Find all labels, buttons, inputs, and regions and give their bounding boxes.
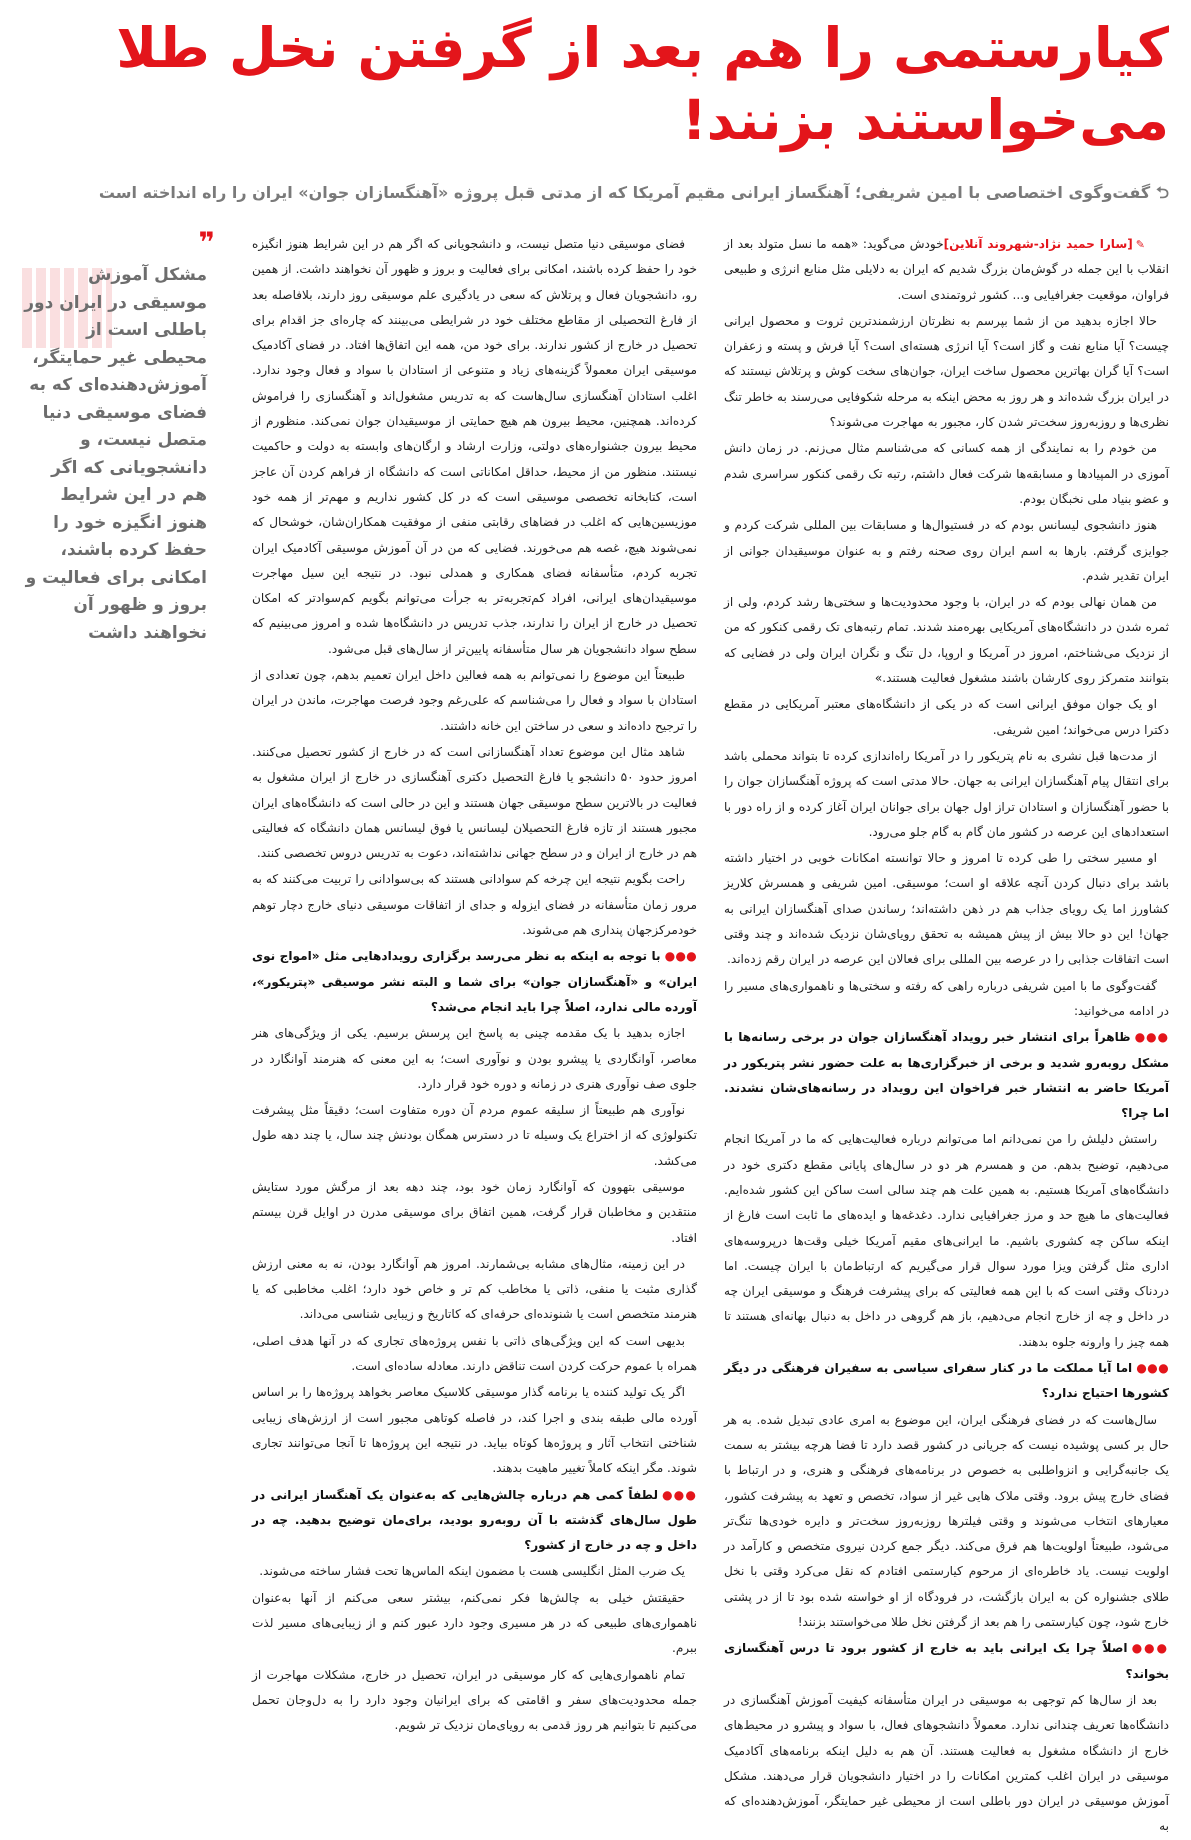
interview-question: ●●●ظاهراً برای انتشار خبر رویداد آهنگسازان جوان در برخی رسانه‌ها با مشکل روبه‌رو شدید و برخی از خبرگزاری‌ها به علت حضور نشر پتریکور در آمریکا حاضر به انتشار خبر فراخوان این رویداد در رسانه‌های‌شان نشدند. اما چرا؟ xyxy=(724,1030,1169,1121)
paragraph: بعد از سال‌ها کم توجهی به موسیقی در ایران متأسفانه کیفیت آموزش آهنگسازی در دانشگاه‌ها تعریف چندانی ندارد. معمولاً دانشجوهای فعال، با سواد و پیشرو در محیط‌های خارج از دانشگاه مشغول به فعالیت هستند. آن هم به دلیل اینکه برنامه‌های آکادمیک موسیقی در ایران اغلب کمترین امکانات را در اختیار دانشجویان قرار می‌دهند. مشکل آموزش موسیقی در ایران دور باطلی است از محیطی غیر حمایتگر، آموزش‌دهنده‌ای که به xyxy=(724,1692,1169,1834)
byline: [سارا حمید نژاد-شهروند آنلاین] xyxy=(943,237,1133,251)
paragraph: حالا اجازه بدهید من از شما بپرسم به نظرتان ارزشمندترین ثروت و محصول ایرانی چیست؟ آیا منابع نفت و گاز است؟ آیا انرژی هسته‌ای است؟ آیا فرش و پسته و زعفران است؟ آیا گران بهاترین محصول ساخت ایران، جوان‌های سخت کوش و پرتلاش نیستند که در ایران بزرگ شده‌اند و هر روز به محض اینکه به مرحله شکوفایی می‌رسند به خاطر تنگ نظری‌ها و روزبه‌روز سخت‌تر شدن کار، مجبور به مهاجرت می‌شوند؟ xyxy=(724,313,1169,430)
paragraph: نوآوری هم طبیعتاً از سلیقه عموم مردم آن دوره متفاوت است؛ دقیقاً مثل پیشرفت تکنولوژی که از اختراع یک وسیله تا در دسترس همگان بودنش چند سال، یا چند دهه طول می‌کشد. xyxy=(252,1103,697,1168)
interview-question: ●●●با توجه به اینکه به نظر می‌رسد برگزاری رویدادهایی مثل «امواج نوی ایران» و «آهنگسازان جوان» برای شما و البته نشر موسیقی «پتریکور»، آورده مالی ندارد، اصلاً چرا باید انجام می‌شد؟ xyxy=(252,949,697,1014)
pullquote-box xyxy=(22,226,215,647)
paragraph: در این زمینه، مثال‌های مشابه بی‌شمارند. امروز هم آوانگارد بودن، نه به معنی ارزش گذاری مثبت یا منفی، ذاتی یا مخاطب کم تر و خاص خود دارد؛ اغلب مخاطبی که یا هنرمند متخصص است یا شنونده‌ای حرفه‌ای که کاتاریخ و زیبایی شناسی می‌داند. xyxy=(252,1256,697,1322)
paragraph: من خودم را به نمایندگی از همه کسانی که می‌شناسم مثال می‌زنم. در زمان دانش آموزی در المپیادها و مسابقه‌ها شرکت فعال داشتم، رتبه تک رقمی کنکور سراسری شدم و عضو بنیاد ملی نخبگان بودم. xyxy=(724,441,1169,506)
paragraph: تمام ناهمواری‌هایی که کار موسیقی در ایران، تحصیل در خارج، مشکلات مهاجرت از جمله محدودیت‌های سفر و اقامتی که برای ایرانیان وجود دارد را به دل‌وجان تحمل می‌کنیم تا بتوانیم هر روز قدمی به رویای‌مان نزدیک تر شویم. xyxy=(252,1667,697,1733)
paragraph: هنوز دانشجوی لیسانس بودم که در فستیوال‌ها و مسابقات بین المللی شرکت کردم و جوایزی گرفتم. بارها به اسم ایران روی صحنه رفتم و به عنوان موسیقیدان جوانی از ایران تقدیر شدم. xyxy=(724,518,1169,583)
bullet-dots-icon: ●●● xyxy=(1131,1641,1169,1656)
subheadline-text: گفت‌وگوی اختصاصی با امین شریفی؛ آهنگساز ایرانی مقیم آمریکا که از مدتی قبل پروژه «آهنگسازان جوان» ایران را راه انداخته است xyxy=(98,183,1151,202)
paragraph: یک ضرب المثل انگلیسی هست با مضمون اینکه الماس‌ها تحت فشار ساخته می‌شوند. xyxy=(259,1564,685,1579)
paragraph: او یک جوان موفق ایرانی است که در یکی از دانشگاه‌های معتبر آمریکایی در مقطع دکترا درس می‌خواند؛ امین شریفی. xyxy=(724,697,1169,737)
paragraph: من همان نهالی بودم که در ایران، با وجود محدودیت‌ها و سختی‌ها رشد کردم، ولی از ثمره شدن در دانشگاه‌های آمریکایی بهره‌مند شدند. تمام رتبه‌های تک رقمی کنکور که من از نزدیک می‌شناختم، امروز در آمریکا و اروپا، دل تنگ و نگران ایران ولی در فضایی که بتوانند متمرکز روی کارشان باشند مشغول فعالیت هستند.» xyxy=(724,595,1169,686)
paragraph: حقیقتش خیلی به چالش‌ها فکر نمی‌کنم، بیشتر سعی می‌کنم از آنها به‌عنوان ناهمواری‌های طبیعی که در هر مسیری وجود دارد عبور کنم و از زیبایی‌های مسیر لذت ببرم. xyxy=(252,1590,697,1656)
intro-paragraph xyxy=(724,232,1169,308)
paragraph-text: خودش می‌گوید: «همه ما نسل متولد بعد از انقلاب با این جمله در گوش‌مان بزرگ شدیم که ایران به دلایلی مثل منابع انرژی و طبیعی فراوان، موقعیت جغرافیایی و... کشور ثروتمندی است. xyxy=(724,237,1169,302)
headline: کیارستمی را هم بعد از گرفتن نخل طلا می‌خواستند بزنند! xyxy=(116,16,1169,152)
paragraph: بدیهی است که این ویژگی‌های ذاتی با نفس پروژه‌های تجاری که در آنها هدف اصلی، همراه با عموم حرکت کردن است تناقض دارند. معادله ساده‌ای است. xyxy=(252,1333,697,1374)
paragraph: اجازه بدهید با یک مقدمه چینی به پاسخ این پرسش برسیم. یکی از ویژگی‌های هنر معاصر، آوانگاردی یا پیشرو بودن و نوآوری است؛ به این معنی که هنرمند آوانگارد در جلوی صف نوآوری هنری در زمانه و دوره خود قرار دارد. xyxy=(252,1026,697,1091)
pullquote-text: مشکل آموزش موسیقی در ایران دور باطلی است از محیطی غیر حمایتگر، آموزش‌دهنده‌ای که به فضای موسیقی دنیا متصل نیست، و دانشجویانی که اگر هم در این شرایط هنوز انگیزه خود را حفظ کرده باشند، امکانی برای فعالیت و بروز و ظهور آن نخواهند داشت xyxy=(24,265,207,643)
paragraph: او مسیر سختی را طی کرده تا امروز و حالا توانسته امکانات خوبی در اختیار داشته باشد برای دنبال کردن آنچه علاقه او است؛ موسیقی. امین شریفی و همسرش کلاریز کشاورز اما یک رویای جذاب هم در ذهن داشته‌اند؛ رساندن صدای آهنگسازان ایرانی به جهان! این دو حالا بیش از پیش همیشه به تحقق رویای‌شان نزدیک شده‌اند و چند وقتی است اتفاقات جذابی را در عرصه بین المللی برای فعالان این عرصه در ایران رقم زده‌اند. xyxy=(724,851,1169,967)
paragraph: فضای موسیقی دنیا متصل نیست، و دانشجویانی که اگر هم در این شرایط هنوز انگیزه خود را حفظ کرده باشند، امکانی برای فعالیت و بروز و ظهور آن نخواهند داشت. از همین رو، دانشجویان فعال و پرتلاش که سعی در یادگیری علم موسیقی روز دارند، بلافاصله بعد از فارغ التحصیلی از مقاطع مختلف خود در شرایطی می‌بینند که چاره‌ای جز اقدام برای تحصیل در خارج از کشور ندارند. برای خود من، همه این اتفاق‌ها افتاد. در فضای آکادمیک موسیقی ایران معمولاً گزینه‌های زیاد و متنوعی از استادان با سواد و فعال وجود ندارد. اغلب استادان آهنگسازی سال‌هاست که به تدریس مشغول‌اند و آهنگسازی را فراموش کرده‌اند. همچنین، محیط بیرون هم هیچ حمایتی از موسیقیدان جوان نمی‌کند. منظورم از محیط بیرون جشنواره‌های دولتی، وزارت ارشاد و ارگان‌های وابسته به دولت و حاکمیت نیستند. منظور من از محیط، حداقل امکاناتی است که دانشگاه از فراهم کردن آن عاجز است، کتابخانه تخصصی موسیقی است که در کل کشور نداریم و مهم‌تر از همه خود موزیسین‌هایی که اغلب در فضاهای رقابتی منفی از موفقیت همکاران‌شان، خوشحال که نمی‌شوند هیچ، غصه هم می‌خورند. فضایی که من در آن آموزش موسیقی آکادمیک ایران تجربه کردم، متأسفانه فضای همکاری و همدلی نبود. در نتیجه این سیل مهاجرت موسیقیدان‌های ایرانی، افراد کم‌تجربه‌تر به جرأت می‌توانم بگویم کم‌سوادتر که امکان تحصیل در خارج از ایران را ندارند، جذب تدریس در دانشگاه‌ها شده و امروز می‌بینیم که سطح سواد دانشجویان هر سال متأسفانه پایین‌تر از سال‌های قبل می‌شود. xyxy=(252,237,697,656)
bullet-dots-icon: ●●● xyxy=(662,1487,697,1502)
paragraph: شاهد مثال این موضوع تعداد آهنگسازانی است که در خارج از کشور تحصیل می‌کنند. امروز حدود ۵۰ دانشجو یا فارغ التحصیل دکتری آهنگسازی در خارج از ایران مشغول به فعالیت در بالاترین سطح موسیقی جهان هستند و این در حالی است که دانشگاه‌های ایران مجبور هستند از تازه فارغ التحصیلان لیسانس یا فوق لیسانس همان دانشگاه که فعالیتی هم در خارج از ایران و در سطح جهانی نداشته‌اند، دعوت به تدریس دروس تخصصی کنند. xyxy=(252,744,697,861)
bullet-dots-icon: ●●● xyxy=(1136,1361,1169,1376)
paragraph: گفت‌وگوی ما با امین شریفی درباره راهی که رفته و سختی‌ها و ناهمواری‌های مسیر را در ادامه می‌خوانید: xyxy=(724,978,1169,1018)
paragraph: موسیقی بتهوون که آوانگارد زمان خود بود، چند دهه بعد از مرگش مورد ستایش منتقدین و مخاطبان قرار گرفت، همین اتفاق برای موسیقی مدرن در اوایل قرن بیستم افتاد. xyxy=(252,1179,697,1245)
pen-icon: ✎ xyxy=(1135,238,1145,251)
interview-question: ●●●اصلاً چرا یک ایرانی باید به خارج از کشور برود تا درس آهنگسازی بخواند؟ xyxy=(724,1641,1169,1681)
article-column-right xyxy=(724,232,1169,1834)
quote-mark-icon: ❞ xyxy=(198,226,215,259)
paragraph: راستش دلیلش را من نمی‌دانم اما می‌توانم درباره فعالیت‌هایی که ما در آمریکا انجام می‌دهیم، توضیح بدهم. من و همسرم هر دو در سال‌های پایانی مقطع دکتری خود در دانشگاه‌های آمریکا هستیم. به همین علت هم چند سالی است ساکن این کشور شده‌ایم. فعالیت‌های ما هیچ حد و مرز جغرافیایی ندارد. دغدغه‌ها و ایده‌های ما ثابت است فارغ از اینکه ساکن چه کشوری باشیم. ما ایرانی‌های مقیم آمریکا خیلی وقت‌ها درپروسه‌های اداری مثل گرفتن ویزا مورد سوال قرار می‌گیریم که ارتباط‌مان با ایران چیست. اما دردناک وقتی است که با این همه فعالیتی که برای پیشرفت فرهنگ و موسیقی ایران چه در داخل و چه از خارج انجام می‌دهیم، باز هم گروهی در داخل به دنبال بهانه‌ای هستند تا همه چیز را وارونه جلوه بدهند. xyxy=(724,1132,1169,1349)
subheadline xyxy=(22,182,1169,204)
interview-question: ●●●اما آیا مملکت ما در کنار سفرای سیاسی به سفیران فرهنگی در دیگر کشورها احتیاج ندارد؟ xyxy=(724,1361,1169,1401)
paragraph: سال‌هاست که در فضای فرهنگی ایران، این موضوع به امری عادی تبدیل شده. به هر حال بر کسی پوشیده نیست که جریانی در کشور قصد دارد تا فضا هرچه بیشتر به سمت یک جانبه‌گرایی و انزواطلبی به خصوص در برنامه‌های فرهنگی و هنری، و در ارتباط با فضای خارج پیش برود. وقتی ملاک هایی غیر از سواد، تخصص و تعهد به پیشرفت کشور، معیارهای انتخاب می‌شوند و وقتی فیلترها روزبه‌روز سخت‌تر و دایره خودی‌ها تنگ‌تر می‌شود، طبیعتاً اولویت‌ها هم فرق می‌کند. دیگر جمع کردن نیروی متخصص و کارآمد در اولویت نیست. یاد خاطره‌ای از مرحوم کیارستمی افتادم که نقل می‌کرد وقتی با نخل طلای جشنواره کن به ایران بازگشت، در فرودگاه از او خواسته شده بود تا از در پشتی خارج شود، چون کیارستمی را هم بعد از گرفتن نخل طلا می‌خواستند بزنند! xyxy=(724,1412,1169,1630)
bullet-dots-icon: ●●● xyxy=(1134,1030,1169,1045)
paragraph: طبیعتاً این موضوع را نمی‌توانم به همه فعالین داخل ایران تعمیم بدهم، چون تعدادی از استادان با سواد و فعال را می‌شناسم که علی‌رغم وجود فرصت مهاجرت، ماندن در ایران را ترجیح داده‌اند و سعی در ساختن این خانه داشتند. xyxy=(252,668,697,733)
paragraph: اگر یک تولید کننده یا برنامه گذار موسیقی کلاسیک معاصر بخواهد پروژه‌ها را بر اساس آورده مالی طبقه بندی و اجرا کند، در فاصله کوتاهی مجبور است از ارزش‌های زیبایی شناختی انتخاب آثار و پروژه‌ها کوتاه بیاید. در نتیجه این پروژه‌ها تا آنجا می‌توانند تجاری شوند. مگر اینکه کاملاً تغییر ماهیت بدهند. xyxy=(252,1385,697,1476)
paragraph: راحت بگویم نتیجه این چرخه کم سوادانی هستند که بی‌سوادانی را تربیت می‌کنند که به مرور زمان متأسفانه در فضای ایزوله و جدای از اتفاقات موسیقی دنیای خارج دچار توهم خودمرکزجهان پنداری هم می‌شوند. xyxy=(252,872,697,938)
interview-question: ●●●لطفاً کمی هم درباره چالش‌هایی که به‌عنوان یک آهنگساز ایرانی در طول سال‌های گذشته با آن روبه‌رو بودید، برای‌مان توضیح بدهید. چه در داخل و چه در خارج از کشور؟ xyxy=(252,1487,697,1553)
paragraph: از مدت‌ها قبل نشری به نام پتریکور را در آمریکا راه‌اندازی کرده تا بتواند محملی باشد برای انتقال پیام آهنگسازان ایرانی به جهان. حالا مدتی است که پروژه آهنگسازان جوان را با حضور آهنگسازان و استادان تراز اول جهان برای جوانان ایران آغاز کرده و از راه دور با استعدادهای این عرصه در کشور مان گام به گام جلو می‌رود. xyxy=(724,748,1169,839)
arrow-icon: ⮌ xyxy=(1156,183,1169,202)
article-column-middle xyxy=(252,232,697,1733)
bullet-dots-icon: ●●● xyxy=(664,949,697,964)
